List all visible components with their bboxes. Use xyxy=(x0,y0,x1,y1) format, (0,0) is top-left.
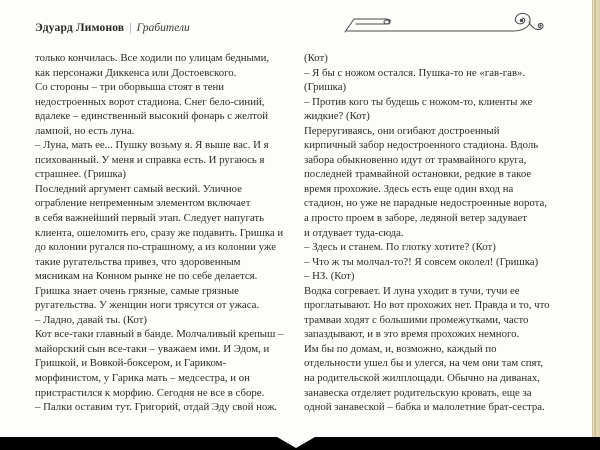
text-line: – Луна, мать ее... Пушку возьму я. Я выше вас. И я xyxy=(35,139,269,152)
text-line: проглатывают. Но вот прохожих нет. Правда и то, что xyxy=(304,299,550,312)
text-line: Водка согревает. И луна уходит в тучи, тучи ее xyxy=(304,284,520,297)
text-line: Гришка знает очень грязные, самые грязные xyxy=(35,284,239,297)
text-line: и отдувает туда-сюда. xyxy=(304,226,404,239)
text-line: ограбление непременным элементом включает xyxy=(35,197,251,210)
text-line: до колонии ругался по-страшному, а из колонии уже xyxy=(35,241,276,254)
text-line: забора обыкновенно идут от трамвайного круга, xyxy=(304,153,527,166)
text-line: такие ругательства привез, что здоровенным xyxy=(35,255,241,268)
text-line: ругательства. У женщин ноги трясутся от ужаса. xyxy=(35,299,260,312)
text-line: (Кот) xyxy=(304,52,328,64)
text-line: – Что ж ты молчал-то?! Я совсем околел! (Гришка) xyxy=(304,255,539,268)
text-line: – Я бы с ножом остался. Пушка-то не «гав-гав». xyxy=(304,66,526,79)
text-line: а просто проем в заборе, ледяной ветер задувает xyxy=(304,212,527,225)
text-line: недостроенных ворот стадиона. Снег бело-синий, xyxy=(35,95,265,108)
text-line: одной занавеской – бабка и малолетние брат-сестра. xyxy=(304,401,545,414)
flourish-icon xyxy=(343,10,558,42)
author-name: Эдуард Лимонов xyxy=(35,22,125,34)
text-line: отдельности ушел бы и улегся, на чем они там спят, xyxy=(304,357,544,370)
text-line: Последний аргумент самый веский. Уличное xyxy=(35,182,243,195)
toolbar-reveal-bar[interactable] xyxy=(0,437,600,450)
text-line: на родительской жилплощади. Обычно на диванах, xyxy=(304,372,540,385)
text-line: Им бы по домам, и, возможно, каждый по xyxy=(304,342,497,355)
text-line: жидкие? (Кот) xyxy=(304,110,370,123)
text-line: в себя важнейший первый этап. Следует напугать xyxy=(35,212,265,225)
text-line: клиента, ошеломить его, сразу же подавить. Гришка и xyxy=(35,226,284,239)
text-line: трамваи ходят с большими промежутками, часто xyxy=(304,313,529,326)
text-line: пристрастился к морфию. Сегодня не все в сборе. xyxy=(35,386,265,399)
text-line: – Против кого ты будешь с ножом-то, клиенты же xyxy=(304,95,533,108)
text-line: только кончилась. Все ходили по улицам бедными, xyxy=(35,52,270,64)
text-line: майорский сын все-таки – уважаем ими. И Эдом, и xyxy=(35,342,270,355)
text-line: психованный. У меня и справка есть. И ругаюсь я xyxy=(35,153,265,166)
text-line: – Ладно, давай ты. (Кот) xyxy=(35,313,147,326)
text-line: лампой, но есть луна. xyxy=(35,124,135,137)
text-line: кирпичный забор недостроенного стадиона. Вдоль xyxy=(304,139,539,152)
reveal-toolbar-notch-icon[interactable] xyxy=(277,437,315,448)
text-line: стадион, но уже не парадные недостроенные ворота, xyxy=(304,197,547,210)
text-line: мясникам на Конном рынке не по себе делается. xyxy=(35,270,258,283)
text-line: – Палки оставим тут. Григорий, отдай Эду свой нож. xyxy=(35,401,278,414)
text-line: морфинистом, у Гарика мать – медсестра, и он xyxy=(35,372,250,385)
text-line: Кот все-таки главный в банде. Молчаливый крепыш – xyxy=(35,328,284,341)
page-edge xyxy=(592,0,600,437)
text-line: страшнее. (Гришка) xyxy=(35,168,127,181)
right-column xyxy=(304,51,564,415)
text-line: время прохожие. Здесь есть еще один вход на xyxy=(304,182,514,195)
text-columns xyxy=(35,51,565,415)
text-line: Гришкой, и Вовкой-боксером, и Гариком- xyxy=(35,357,227,370)
text-line: вдалеке – единственный высокий фонарь с желтой xyxy=(35,110,269,123)
text-line: Переругиваясь, они огибают достроенный xyxy=(304,124,500,137)
text-line: (Гришка) xyxy=(304,81,347,94)
text-line: занавеска отделяет родительскую кровать, еще за xyxy=(304,386,532,399)
text-line: как персонажи Диккенса или Достоевского. xyxy=(35,66,237,79)
text-line: Со стороны – три оборвыша стоят в тени xyxy=(35,81,225,94)
text-line: запаздывают, и в это время прохожих немного. xyxy=(304,328,520,341)
text-line: последней трамвайной остановки, редкие в такое xyxy=(304,168,532,181)
text-line: – НЗ. (Кот) xyxy=(304,270,355,283)
text-line: – Здесь и станем. По глотку хотите? (Кот) xyxy=(304,241,496,254)
header-separator: | xyxy=(129,22,132,34)
left-column xyxy=(35,51,295,415)
book-title: Грабители xyxy=(136,22,190,34)
